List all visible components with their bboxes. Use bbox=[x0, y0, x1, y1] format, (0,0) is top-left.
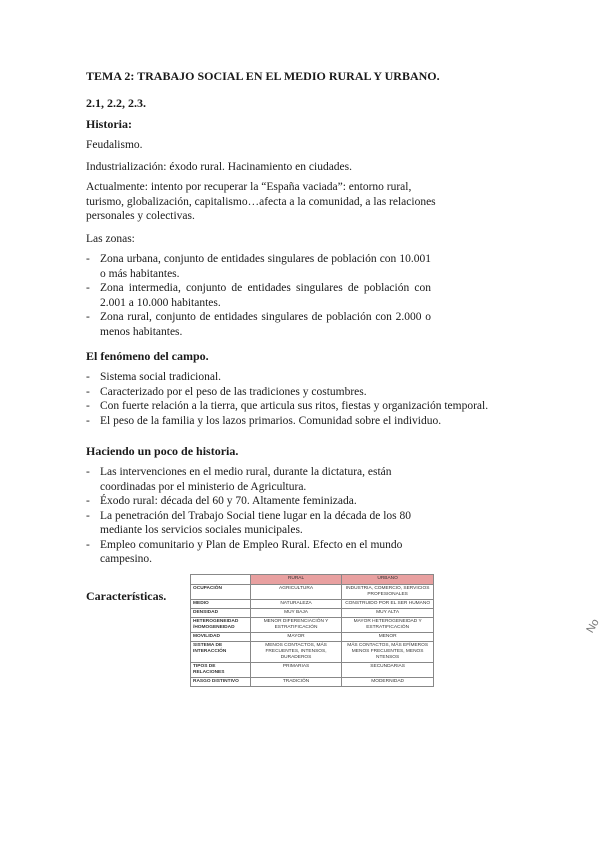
list-item: - Sistema social tradicional. bbox=[86, 370, 526, 385]
table-row bbox=[191, 585, 434, 600]
table-row bbox=[191, 642, 434, 663]
haciendo-heading: Haciendo un poco de historia. bbox=[86, 444, 239, 458]
table-row bbox=[191, 678, 434, 687]
list-item: - Zona urbana, conjunto de entidades singulares de población con 10.001 o más habitantes. bbox=[86, 252, 431, 281]
table-header-row bbox=[191, 575, 434, 585]
actualmente-text: Actualmente: intento por recuperar la “España vaciada”: entorno rural, turismo, globalización, capitalismo…afecta a la comunidad, a las relaciones personales y colectivas. bbox=[86, 181, 436, 222]
fenomeno-list bbox=[86, 370, 526, 428]
haciendo-list bbox=[86, 465, 431, 567]
table-cell: MENOR bbox=[342, 633, 434, 642]
table-cell: MUY ALTA bbox=[342, 609, 434, 618]
table-cell: HETEROGENEIDAD /HOMOGENEIDAD bbox=[191, 618, 251, 633]
table-cell: MÁS CONTACTOS, MÁS EFÍMEROS MENOS FRECUENTES, MENOS NTENSOS bbox=[342, 642, 434, 663]
table-cell: MUY BAJA bbox=[250, 609, 341, 618]
table-row bbox=[191, 663, 434, 678]
section-numbers: 2.1, 2.2, 2.3. bbox=[86, 96, 146, 110]
feudalismo-text: Feudalismo. bbox=[86, 139, 143, 151]
table-cell: MENOR DIFERENCIACIÓN Y ESTRATIFICACIÓN bbox=[250, 618, 341, 633]
caracteristicas-heading: Características. bbox=[86, 589, 167, 603]
list-item: - Caracterizado por el peso de las tradiciones y costumbres. bbox=[86, 385, 526, 400]
table-cell: MEDIO bbox=[191, 600, 251, 609]
zonas-list bbox=[86, 252, 431, 339]
table-cell: TRADICIÓN bbox=[250, 678, 341, 687]
table-cell: TIPOS DE RELACIONES bbox=[191, 663, 251, 678]
table-cell: MODERNIDAD bbox=[342, 678, 434, 687]
industrializacion-text: Industrialización: éxodo rural. Hacinamiento en ciudades. bbox=[86, 161, 352, 173]
list-item: - Zona intermedia, conjunto de entidades singulares de población con 2.001 a 10.000 habitantes. bbox=[86, 281, 431, 310]
list-item: - La penetración del Trabajo Social tiene lugar en la década de los 80 mediante los servicios sociales municipales. bbox=[86, 509, 431, 538]
characteristics-table bbox=[190, 574, 434, 687]
list-item: - Empleo comunitario y Plan de Empleo Rural. Efecto en el mundo campesino. bbox=[86, 538, 431, 567]
table-cell: MENOS CONTACTOS, MÁS FRECUENTES, INTENSOS, DURADEROS bbox=[250, 642, 341, 663]
table-cell: INDUSTRIA, COMERCIO, SERVICIOS PROFESIONALES bbox=[342, 585, 434, 600]
table-cell: DENSIDAD bbox=[191, 609, 251, 618]
table-cell: NATURALEZA bbox=[250, 600, 341, 609]
table-cell: AGRICULTURA bbox=[250, 585, 341, 600]
table-cell: SECUNDARIAS bbox=[342, 663, 434, 678]
table-row bbox=[191, 618, 434, 633]
fenomeno-heading: El fenómeno del campo. bbox=[86, 349, 209, 363]
table-cell: MOVILIDAD bbox=[191, 633, 251, 642]
watermark-text: No bbox=[584, 616, 602, 636]
table-row bbox=[191, 609, 434, 618]
list-item: - El peso de la familia y los lazos primarios. Comunidad sobre el individuo. bbox=[86, 414, 526, 429]
list-item: - Éxodo rural: década del 60 y 70. Altamente feminizada. bbox=[86, 494, 431, 509]
table-cell: OCUPACIÓN bbox=[191, 585, 251, 600]
list-item: - Con fuerte relación a la tierra, que articula sus ritos, fiestas y organización temporal. bbox=[86, 399, 526, 414]
historia-heading: Historia: bbox=[86, 117, 132, 131]
table-header-cell: URBANO bbox=[342, 575, 434, 585]
table-cell: SISTEMA DE INTERACCIÓN bbox=[191, 642, 251, 663]
table-cell: MAYOR bbox=[250, 633, 341, 642]
table-cell: PRIMARIAS bbox=[250, 663, 341, 678]
table-cell: MAYOR HETEROGENEIDAD Y ESTRATIFICACIÓN bbox=[342, 618, 434, 633]
table-row bbox=[191, 600, 434, 609]
list-item: - Las intervenciones en el medio rural, durante la dictatura, están coordinadas por el ministerio de Agricultura. bbox=[86, 465, 431, 494]
table-header-cell bbox=[191, 575, 251, 585]
table-row bbox=[191, 633, 434, 642]
table-cell: CONSTRUIDO POR EL SER HUMANO bbox=[342, 600, 434, 609]
zonas-heading: Las zonas: bbox=[86, 233, 135, 245]
table-cell: RASGO DISTINTIVO bbox=[191, 678, 251, 687]
table-header-cell: RURAL bbox=[250, 575, 341, 585]
list-item: - Zona rural, conjunto de entidades singulares de población con 2.000 o menos habitantes. bbox=[86, 310, 431, 339]
document-title: TEMA 2: TRABAJO SOCIAL EN EL MEDIO RURAL Y URBANO. bbox=[86, 69, 440, 83]
